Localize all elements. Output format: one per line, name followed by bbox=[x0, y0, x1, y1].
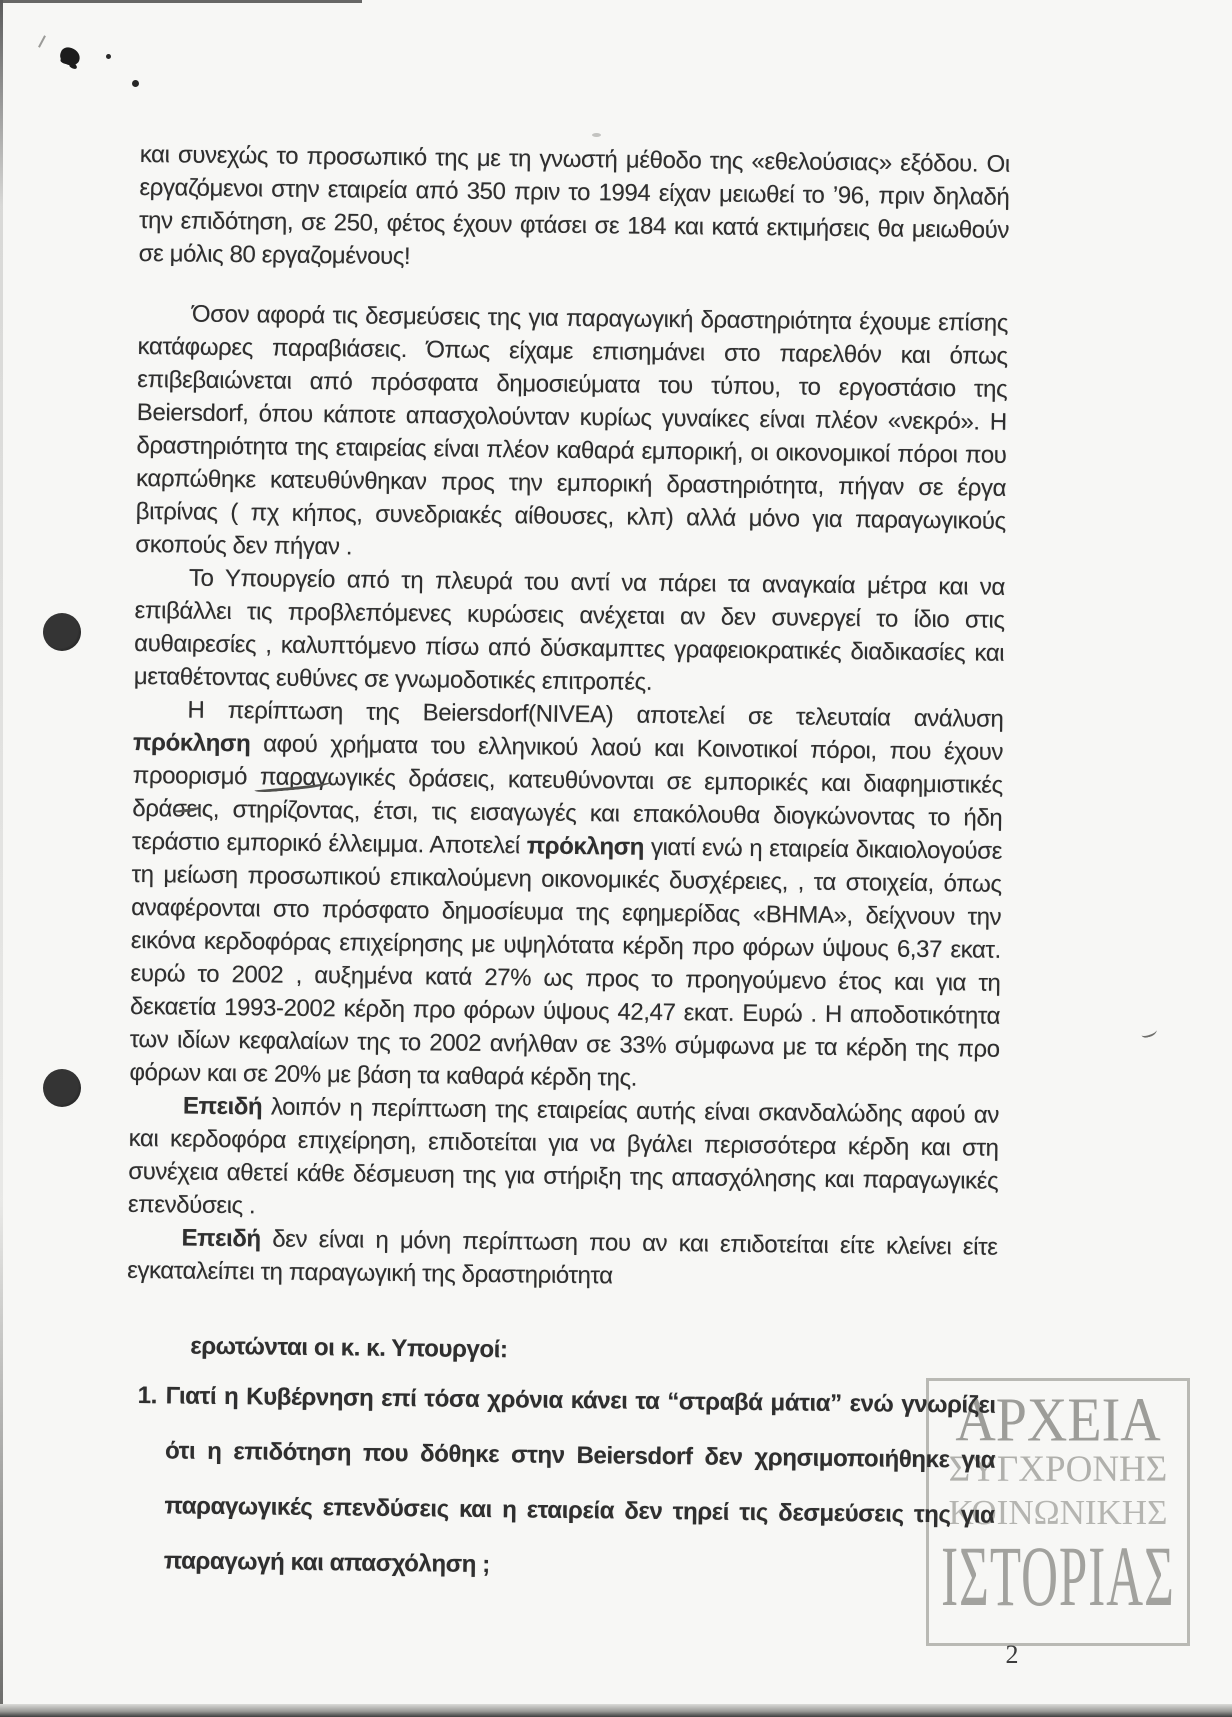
paragraph bbox=[127, 1221, 998, 1297]
paragraph bbox=[129, 693, 1003, 1099]
scan-top-edge bbox=[0, 0, 362, 3]
punch-hole-mark bbox=[43, 1069, 81, 1107]
paragraph bbox=[135, 297, 1008, 571]
text-run: γιατί ενώ η εταιρεία δικαιολογούσε τη μείωση προσωπικού επικαλούμενη οικονομικές δυσχέρειες, , τα στοιχεία, όπως αναφέρονται στο πρόσφατο δημοσίευμα της εφημερίδας «ΒΗΜΑ», δείχνουν την εικόνα κερδοφόρας επιχείρησης με υψηλότατα κέρδη προ φόρων ύψους 6,37 εκατ. ευρώ το 2002 , αυξημένα κατά 27% ως προς το προηγούμενο έτος και για τη δεκαετία 1993-2002 κέρδη προ φόρων ύψους 42,47 εκατ. Ευρώ . Η αποδοτικότητα των ιδίων κεφαλαίων της το 2002 ανήλθαν σε 33% σύμφωνα με τα κέρδη της προ φόρων και σε 20% με βάση τα καθαρά κέρδη της. bbox=[129, 833, 1003, 1092]
question-item bbox=[124, 1368, 996, 1598]
paragraph bbox=[134, 561, 1005, 703]
text-run: Όσον αφορά τις δεσμεύσεις της για παραγωγική δραστηριότητα έχουμε επίσης κατάφωρες παραβιάσεις. Όπως είχαμε επισημάνει στο παρελθόν και όπως επιβεβαιώνεται από πρόσφατα δημοσιεύματα του τύπου, το εργοστάσιο της Beiersdorf, όπου κάποτε απασχολούνταν κυρίως γυναίκες είναι πλέον «νεκρό». Η δραστηριότητα της εταιρείας είναι πλέον καθαρά εμπορική, οι οικονομικοί πόροι που καρπώθηκε κατευθύνθηκαν προς την εμπορική δραστηριότητα, πήγαν σε έργα βιτρίνας ( πχ κήπος, συνεδριακές αίθουσες, κλπ) αλλά μόνο για παραγωγικούς σκοπούς δεν πήγαν . bbox=[135, 300, 1009, 561]
scan-bottom-edge bbox=[0, 1704, 1232, 1717]
scan-smudge bbox=[592, 133, 601, 137]
question-list bbox=[124, 1368, 996, 1598]
paragraph bbox=[139, 138, 1010, 280]
document-body bbox=[124, 138, 1010, 1598]
question-intro: ερωτώνται οι κ. κ. Υπουργοί: bbox=[190, 1332, 508, 1364]
paragraphs-container bbox=[127, 138, 1010, 1297]
punch-hole-mark bbox=[43, 613, 81, 651]
stamp-text-line: ΙΣΤΟΡΙΑΣ bbox=[941, 1527, 1175, 1625]
stamp-text-line: ΑΡΧΕΙΑ bbox=[955, 1385, 1161, 1456]
text-run: δεν είναι η μόνη περίπτωση που αν και επιδοτείται είτε κλείνει είτε εγκαταλείπει τη παραγωγική της δραστηριότητα bbox=[126, 1225, 998, 1290]
text-run: Η περίπτωση της Beiersdorf(NIVEA) αποτελεί σε τελευταία ανάλυση bbox=[187, 696, 1004, 733]
bold-text-run: πρόκληση bbox=[526, 832, 645, 861]
bold-text-run: Επειδή bbox=[181, 1224, 261, 1253]
handwritten-mark bbox=[1140, 1026, 1158, 1039]
bold-text-run: Επειδή bbox=[182, 1092, 263, 1121]
text-run: Το Υπουργείο από τη πλευρά του αντί να πάρει τα αναγκαία μέτρα και να επιβάλλει τις προβλεπόμενες κυρώσεις ανέχεται αν δεν συνεργεί το ίδιο στις αυθαιρεσίες , καλυπτόμενο πίσω από δύσκαμπτες γραφειοκρατικές διαδικασίες και μεταθέτοντας ευθύνες σε γνωμοδοτικές επιτροπές. bbox=[133, 564, 1006, 696]
ink-speck bbox=[132, 80, 139, 87]
ink-speck bbox=[106, 54, 111, 59]
stamp-text-line: ΚΟΙΝΩΝΙΚΗΣ bbox=[948, 1493, 1168, 1532]
ink-speck bbox=[38, 35, 46, 47]
text-run: αφού χρήματα του ελληνικού λαού και Κοινοτικοί πόροι, που έχουν προορισμό παραγωγικές δράσεις, κατευθύνονται σε εμπορικές και διαφημιστικές δράσεις, στηρίζοντας, έτσι, τις εισαγωγές και επακόλουθα διογκώνοντας το ήδη τεράστιο εμπορικό έλλειμμα. Αποτελεί bbox=[131, 730, 1004, 860]
bold-text-run: πρόκληση bbox=[132, 728, 251, 758]
paragraph bbox=[128, 1089, 999, 1231]
question-number: 1. bbox=[137, 1382, 158, 1410]
page-number: 2 bbox=[1005, 1640, 1019, 1669]
scan-left-edge bbox=[0, 0, 3, 1717]
text-run: λοιπόν η περίπτωση της εταιρείας αυτής είναι σκανδαλώδης αφού αν και κερδοφόρα επιχείρηση, επιδοτείται για να βγάλει περισσότερα κέρδη και στη συνέχεια αθετεί κάθε δέσμευση της για στήριξη της απασχόλησης και παραγωγικές επενδύσεις . bbox=[127, 1093, 1000, 1220]
question-text: Γιατί η Κυβέρνηση επί τόσα χρόνια κάνει τα “στραβά μάτια” ενώ γνωρίζει ότι η επιδότηση που δόθηκε στην Beiersdorf δεν χρησιμοποιήθηκε για παραγωγικές επενδύσεις και η εταιρεία δεν τηρεί τις δεσμεύσεις της για παραγωγή και απασχόληση ; bbox=[163, 1382, 996, 1579]
ink-blot bbox=[58, 45, 82, 67]
stamp-text-line: ΣΥΓΧΡΟΝΗΣ bbox=[948, 1449, 1168, 1490]
text-run: και συνεχώς το προσωπικό της με τη γνωστή μέθοδο της «εθελούσιας» εξόδου. Οι εργαζόμενοι στην εταιρεία από 350 πριν το 1994 είχαν μειωθεί το ’96, πριν δηλαδή την επιδότηση, σε 250, φέτος έχουν φτάσει σε 184 και κατά εκτιμήσεις θα μειωθούν σε μόλις 80 εργαζομένους! bbox=[138, 140, 1010, 271]
